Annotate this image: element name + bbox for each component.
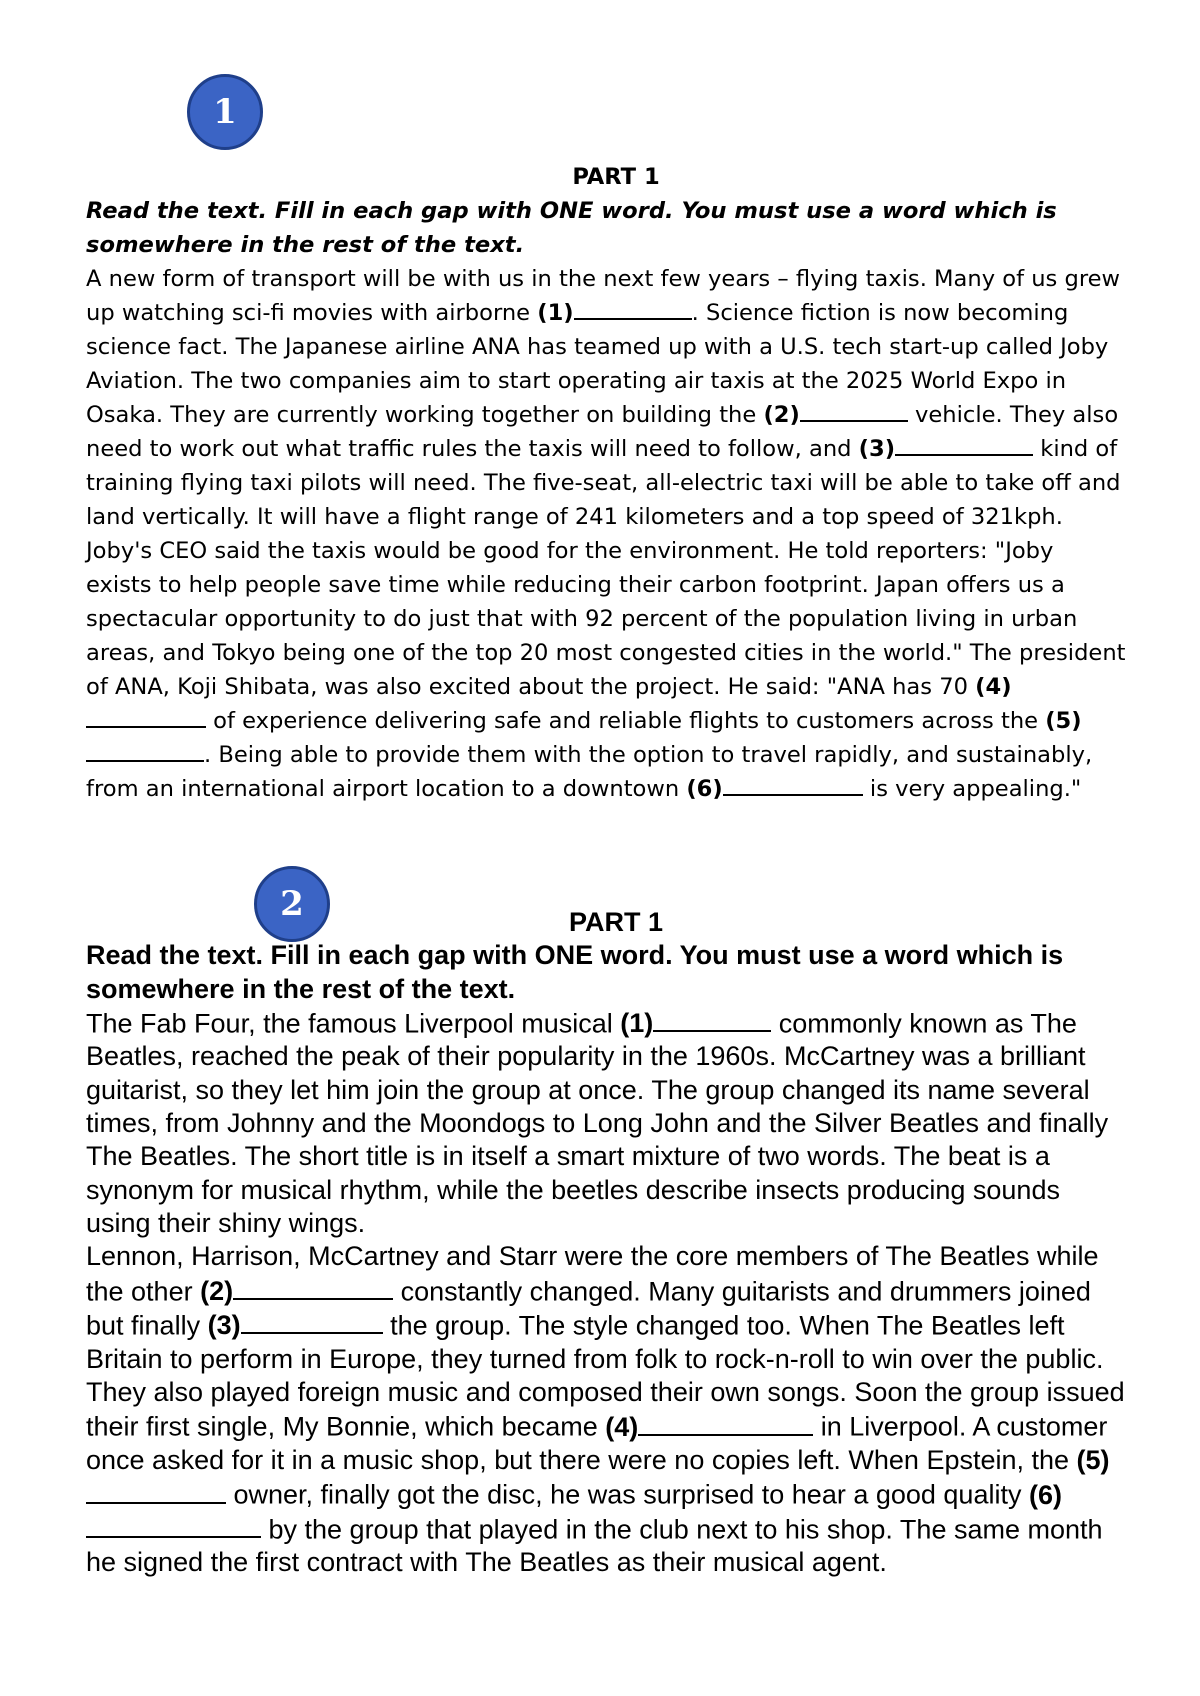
text-segment: of experience delivering safe and reliable flights to customers across the: [206, 708, 1046, 734]
gap-line: [800, 400, 908, 422]
gap-number: (2): [763, 402, 800, 428]
gap-number: (3): [207, 1310, 241, 1341]
gap-number: (5): [1076, 1444, 1110, 1475]
text-segment: . Science fiction is now becoming science fact. The Japanese airline ANA has teamed up with a U.S. tech start-up called Joby Aviation. The two companies aim to start operating air taxis at the 2025 World Expo in Osaka. They are currently working together on building the: [86, 300, 1109, 428]
gap-number: (2): [200, 1275, 234, 1306]
gap-line: [653, 1006, 771, 1032]
text-segment: the group. The style changed too. When The Beatles left Britain to perform in Europe, they turned from folk to rock-n-roll to win over the public. They also played foreign music and composed their own songs. Soon the group issued their first single, My Bonnie, which became: [86, 1310, 1125, 1442]
gap-3[interactable]: [208, 1310, 383, 1340]
section-2-paragraph-1: [86, 1006, 1126, 1240]
task-number-badge-1: [187, 74, 263, 150]
text-segment: constantly changed. Many guitarists and drummers joined but finally: [86, 1275, 1091, 1341]
gap-number: (4): [605, 1411, 639, 1442]
gap-line: [723, 774, 863, 796]
gap-2[interactable]: [763, 402, 907, 428]
gap-line: [86, 740, 204, 762]
text-segment: vehicle. They also need to work out what traffic rules the taxis will need to follow, and: [86, 402, 1119, 462]
gap-number: (3): [858, 436, 896, 462]
badge-1-label: 1: [213, 92, 237, 132]
gap-line: [241, 1308, 383, 1334]
gap-line: [233, 1274, 393, 1300]
gap-number: (4): [975, 674, 1012, 700]
section-2-paragraph-2: [86, 1240, 1126, 1579]
gap-line: [86, 1477, 226, 1503]
section-1-title: PART 1: [572, 164, 660, 190]
gap-line: [574, 298, 692, 320]
gap-number: (6): [1028, 1479, 1062, 1510]
gap-line: [895, 434, 1033, 456]
text-segment: by the group that played in the club next to his shop. The same month he signed the first contract with The Beatles as their musical agent.: [86, 1514, 1103, 1578]
gap-3[interactable]: [859, 436, 1033, 462]
section-1-instruction: Read the text. Fill in each gap with ONE word. You must use a word which is somewhere in the rest of the text.: [86, 198, 1057, 258]
gap-2[interactable]: [200, 1276, 393, 1306]
gap-line: [638, 1409, 813, 1435]
badge-2-label: 2: [280, 884, 304, 924]
gap-line: [86, 706, 206, 728]
text-segment: . Being able to provide them with the option to travel rapidly, and sustainably, from an international airport location to a downtown: [86, 742, 1093, 802]
section-2-title: PART 1: [568, 907, 663, 937]
text-segment: owner, finally got the disc, he was surprised to hear a good quality: [226, 1479, 1029, 1510]
gap-number: (6): [686, 776, 723, 802]
gap-line: [86, 1512, 261, 1538]
exercise-section-2: [86, 906, 1126, 1580]
gap-1[interactable]: [620, 1008, 771, 1038]
gap-1[interactable]: [537, 300, 691, 326]
text-segment: Joby's CEO said the taxis would be good for the environment. He told reporters: "Joby exists to help people save time while reducing their carbon footprint. Japan offers us a spectacular opportunity to do just that with 92 percent of the population living in urban areas, and Tokyo being one of the top 20 most congested cities in the world." The president of ANA, Koji Shibata, was also excited about the project. He said: "ANA has 70: [86, 538, 1126, 700]
section-1-paragraph-2: [86, 534, 1126, 806]
exercise-section-1: [86, 160, 1126, 806]
text-segment: commonly known as The Beatles, reached the peak of their popularity in the 1960s. McCartney was a brilliant guitarist, so they let him join the group at once. The group changed its name several times, from Johnny and the Moondogs to Long John and the Silver Beatles and finally The Beatles. The short title is in itself a smart mixture of two words. The beat is a synonym for musical rhythm, while the beetles describe insects producing sounds using their shiny wings.: [86, 1008, 1109, 1238]
text-segment: Lennon, Harrison, McCartney and Starr were the core members of The Beatles while the other: [86, 1241, 1099, 1306]
section-1-paragraph-1: [86, 262, 1126, 534]
section-2-instruction: Read the text. Fill in each gap with ONE word. You must use a word which is somewhere in the rest of the text.: [86, 940, 1064, 1004]
gap-4[interactable]: [605, 1412, 813, 1442]
gap-number: (5): [1045, 708, 1082, 734]
gap-number: (1): [537, 300, 574, 326]
text-segment: is very appealing.": [862, 776, 1082, 802]
text-segment: kind of training flying taxi pilots will need. The five-seat, all-electric taxi will be able to take off and land vertically. It will have a flight range of 241 kilometers and a top speed of 321kph.: [86, 436, 1121, 530]
text-segment: in Liverpool. A customer once asked for it in a music shop, but there were no copies left. When Epstein, the: [86, 1411, 1108, 1475]
gap-number: (1): [620, 1008, 654, 1039]
text-segment: The Fab Four, the famous Liverpool musical: [86, 1008, 621, 1039]
text-segment: A new form of transport will be with us in the next few years – flying taxis. Many of us grew up watching sci-fi movies with airborne: [86, 266, 1121, 326]
gap-6[interactable]: [686, 776, 862, 802]
